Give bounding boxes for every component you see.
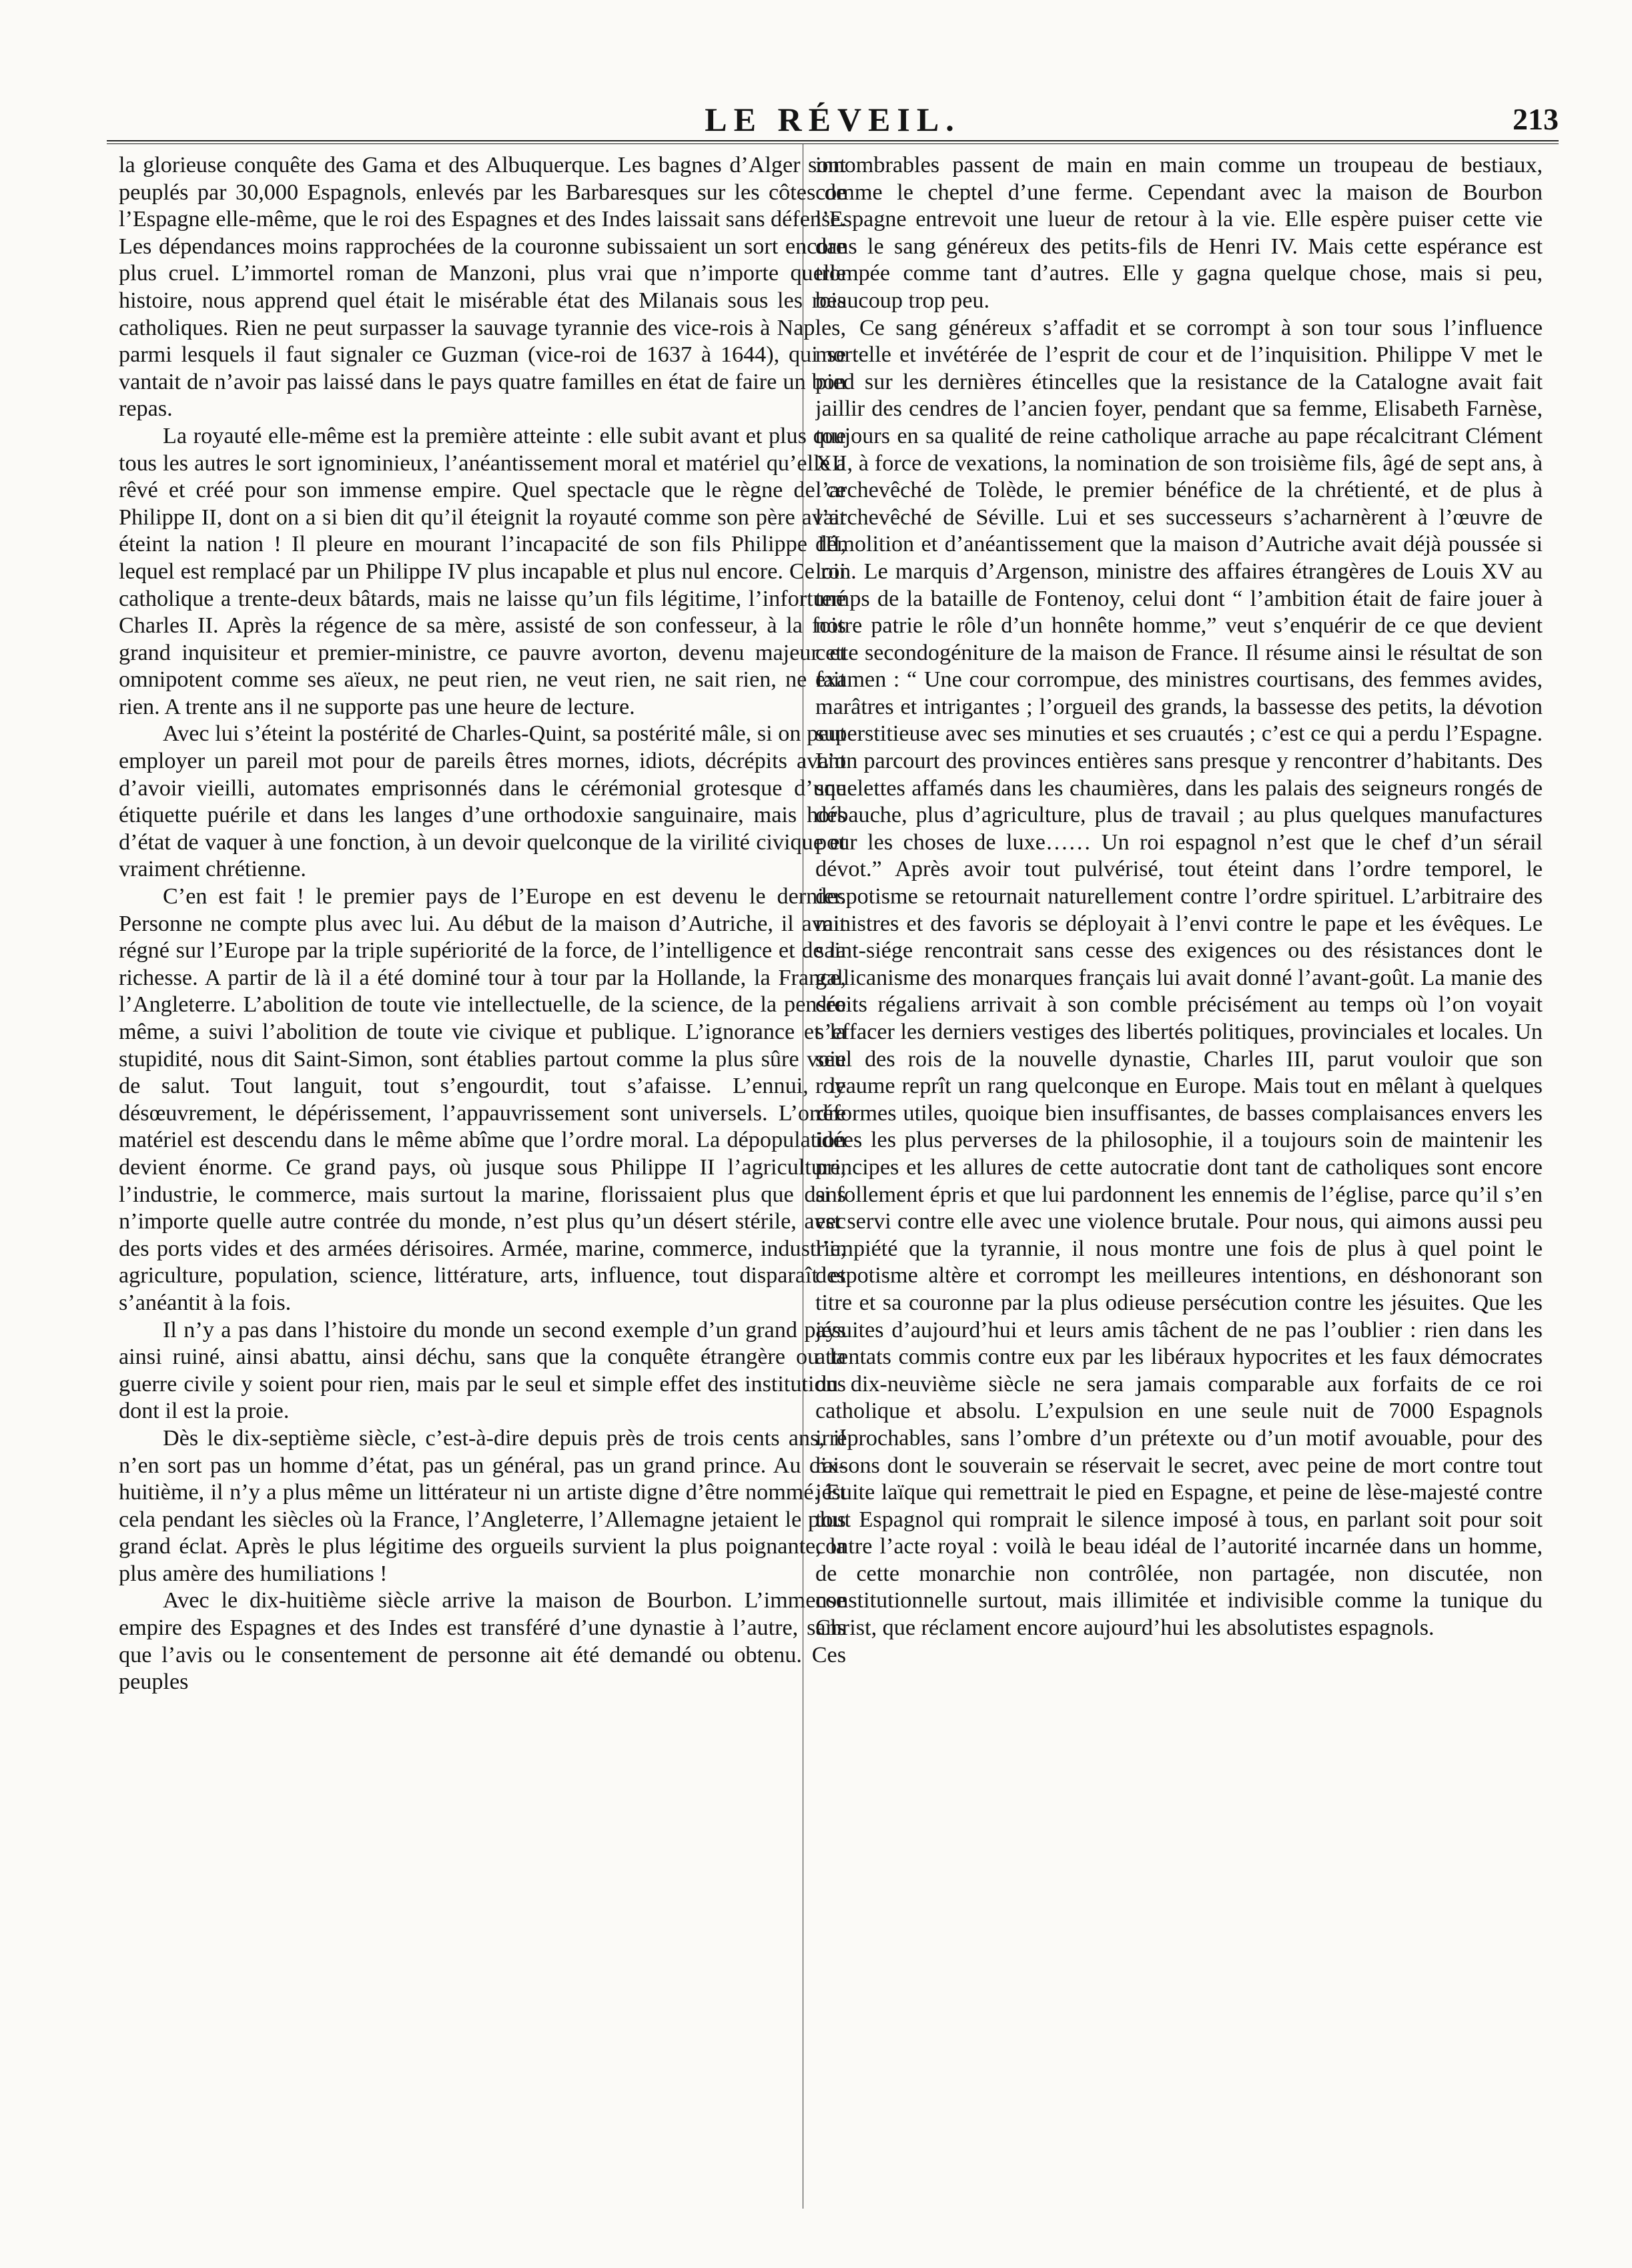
paragraph: Il n’y a pas dans l’histoire du monde un second exemple d’un grand pays ainsi ruiné, ainsi abattu, ainsi déchu, sans que la conquête étrangère ou la guerre civile y soient pour rien, mais par le seul et simple effet des institutions dont il est la proie. [119, 1317, 846, 1424]
left-column [119, 152, 846, 2207]
header-rule [107, 140, 1559, 144]
paragraph: C’en est fait ! le premier pays de l’Europe en est devenu le dernier. Personne ne compte plus avec lui. Au début de la maison d’Autriche, il avait régné sur l’Europe par la triple supériorité de la force, de l’intelligence et de la richesse. A partir de là il a été dominé tour à tour par la Hollande, la France, l’Angleterre. L’abolition de toute vie intellectuelle, de la science, de la pensée même, a suivi l’abolition de toute vie civique et publique. L’ignorance et la stupidité, nous dit Saint-Simon, sont établies partout comme la plus sûre voie de salut. Tout languit, tout s’engourdit, tout s’afaisse. L’ennui, le désœuvrement, le dépérissement, l’appauvrissement sont universels. L’ordre matériel est descendu dans le même abîme que l’ordre moral. La dépopulation devient énorme. Ce grand pays, où jusque sous Philippe II l’agriculture, l’industrie, le commerce, mais surtout la marine, florissaient plus que dans n’importe quelle autre contrée du monde, n’est plus qu’un désert stérile, avec des ports vides et des armées dérisoires. Armée, marine, commerce, industrie, agriculture, population, science, littérature, arts, influence, tout disparaît et s’anéantit à la fois. [119, 884, 846, 1315]
paragraph: la glorieuse conquête des Gama et des Albuquerque. Les bagnes d’Alger sont peuplés par 30,000 Espagnols, enlevés par les Barbaresques sur les côtes de l’Espagne elle-même, que le roi des Espagnes et des Indes laissait sans défense. Les dépendances moins rapprochées de la couronne subissaient un sort encore plus cruel. L’immortel roman de Manzoni, plus vrai que n’importe quelle histoire, nous apprend quel était le misérable état des Milanais sous les rois catholiques. Rien ne peut surpasser la sauvage tyrannie des vice-rois à Naples, parmi lesquels il faut signaler ce Guzman (vice-roi de 1637 à 1644), qui se vantait de n’avoir pas laissé dans le pays quatre familles en état de faire un bon repas. [119, 153, 846, 422]
paragraph: Avec lui s’éteint la postérité de Charles-Quint, sa postérité mâle, si on peut employer un pareil mot pour de pareils êtres mornes, idiots, décrépits avant d’avoir vieilli, automates emprisonnés dans le cérémonial grotesque d’une étiquette puérile et dans les langes d’une orthodoxie sanguinaire, mais hors d’état de vaquer à une fonction, à un devoir quelconque de la virilité civique et vraiment chrétienne. [119, 721, 846, 882]
paragraph: Dès le dix-septième siècle, c’est-à-dire depuis près de trois cents ans, il n’en sort pas un homme d’état, pas un général, pas un grand prince. Au dix-huitième, il n’y a plus même un littérateur ni un artiste digne d’être nommé. Et cela pendant les siècles où la France, l’Angleterre, l’Allemagne jetaient le plus grand éclat. Après le plus légitime des orgueils survient la plus poignante, la plus amère des humiliations ! [119, 1425, 846, 1586]
paragraph: La royauté elle-même est la première atteinte : elle subit avant et plus que tous les autres le sort ignominieux, l’anéantissement moral et matériel qu’elle a rêvé et créé pour son immense empire. Quel spectacle que le règne de ce Philippe II, dont on a si bien dit qu’il éteignit la royauté comme son père avait éteint la nation ! Il pleure en mourant l’incapacité de son fils Philippe III, lequel est remplacé par un Philippe IV plus incapable et plus nul encore. Ce roi catholique a trente-deux bâtards, mais ne laisse qu’un fils légitime, l’infortuné Charles II. Après la régence de sa mère, assisté de son confesseur, à la fois grand inquisiteur et premier-ministre, ce pauvre avorton, devenu majeur et omnipotent comme ses aïeux, ne peut rien, ne veut rien, ne sait rien, ne fait rien. A trente ans il ne supporte pas une heure de lecture. [119, 423, 846, 719]
running-title: LE RÉVEIL. [705, 101, 961, 138]
page-number: 213 [1513, 102, 1559, 136]
paragraph: Ce sang généreux s’affadit et se corrompt à son tour sous l’influence mortelle et invétérée de l’esprit de cour et de l’inquisition. Philippe V met le pied sur les dernières étincelles que la resistance de la Catalogne avait fait jaillir des cendres de l’ancien foyer, pendant que sa femme, Elisabeth Farnèse, toujours en sa qualité de reine catholique arrache au pape récalcitrant Clément XII, à force de vexations, la nomination de son troisième fils, âgé de sept ans, à l’archevêché de Tolède, le premier bénéfice de la chrétienté, et de plus à l’archevêché de Séville. Lui et ses successeurs s’acharnèrent à l’œuvre de démolition et d’anéantissement que la maison d’Autriche avait déjà poussée si loin. Le marquis d’Argenson, ministre des affaires étrangères de Louis XV au temps de la bataille de Fontenoy, celui dont “ l’ambition était de faire jouer à notre patrie le rôle d’un honnête homme,” veut s’enquérir de ce que devient cette secondogéniture de la maison de France. Il résume ainsi le résultat de son examen : “ Une cour corrompue, des ministres courtisans, des femmes avides, marâtres et intrigantes ; l’orgueil des grands, la bassesse des petits, la dévotion superstitieuse avec ses minuties et ses cruautés ; c’est ce qui a perdu l’Espagne. L’on parcourt des provinces entières sans presque y rencontrer d’habitants. Des squelettes affamés dans les chaumières, dans les palais des seigneurs rongés de débauche, plus d’agriculture, plus de travail ; au plus quelques manufactures pour les choses de luxe…… Un roi espagnol n’est que le chef d’un sérail dévot.” Après avoir tout pulvérisé, tout éteint dans l’ordre temporel, le despotisme se retournait naturellement contre l’ordre spirituel. L’arbitraire des ministres et des favoris se déployait à l’envi contre le pape et les évêques. Le saint-siége rencontrait sans cesse des exigences ou des résistances dont le gallicanisme des monarques français lui avait donné l’avant-goût. La manie des droits régaliens arrivait à son comble précisément au temps où l’on voyait s’effacer les derniers vestiges des libertés politiques, provinciales et locales. Un seul des rois de la nouvelle dynastie, Charles III, parut vouloir que son royaume reprît un rang quelconque en Europe. Mais tout en mêlant à quelques réformes utiles, quoique bien insuffisantes, de basses complaisances envers les idées les plus perverses de la philosophie, il a toujours soin de maintenir les principes et les allures de cette autocratie dont tant de catholiques sont encore si follement épris et que lui pardonnent les ennemis de l’église, parce qu’il s’en est servi contre elle avec une violence brutale. Pour nous, qui aimons aussi peu l’impiété que la tyrannie, il nous montre une fois de plus à quel point le despotisme altère et corrompt les meilleures intentions, en déshonorant son titre et sa couronne par la plus odieuse persécution contre les jésuites. Que les jésuites d’aujourd’hui et leurs amis tâchent de ne pas l’oublier : rien dans les attentats commis contre eux par les libéraux hypocrites et les faux démocrates du dix-neuvième siècle ne sera jamais comparable aux forfaits de ce roi catholique et absolu. L’expulsion en une seule nuit de 7000 Espagnols irréprochables, sans l’ombre d’un prétexte ou d’un motif avouable, pour des raisons dont le souverain se réservait le secret, avec peine de mort contre tout jésuite laïque qui remettrait le pied en Espagne, et peine de lèse-majesté contre tout Espagnol qui romprait le silence imposé à tous, en parlant soit pour soit contre l’acte royal : voilà le beau idéal de l’autorité incarnée dans un homme, de cette monarchie non contrôlée, non partagée, non discutée, non constitutionnelle surtout, mais illimitée et indivisible comme la tunique du Christ, que réclament encore aujourd’hui les absolutistes espagnols. [815, 315, 1543, 1641]
paragraph: Avec le dix-huitième siècle arrive la maison de Bourbon. L’immense empire des Espagnes et des Indes est transféré d’une dynastie à l’autre, sans que l’avis ou le consentement de personne ait été demandé ou obtenu. Ces peuples [119, 1588, 846, 1695]
paragraph: innombrables passent de main en main comme un troupeau de bestiaux, comme le cheptel d’une ferme. Cependant avec la maison de Bourbon l’Espagne entrevoit une lueur de retour à la vie. Elle espère puiser cette vie dans le sang généreux des petits-fils de Henri IV. Mais cette espérance est trompée comme tant d’autres. Elle y gagna quelque chose, mais si peu, beaucoup trop peu. [815, 153, 1543, 313]
right-column [815, 152, 1543, 2207]
